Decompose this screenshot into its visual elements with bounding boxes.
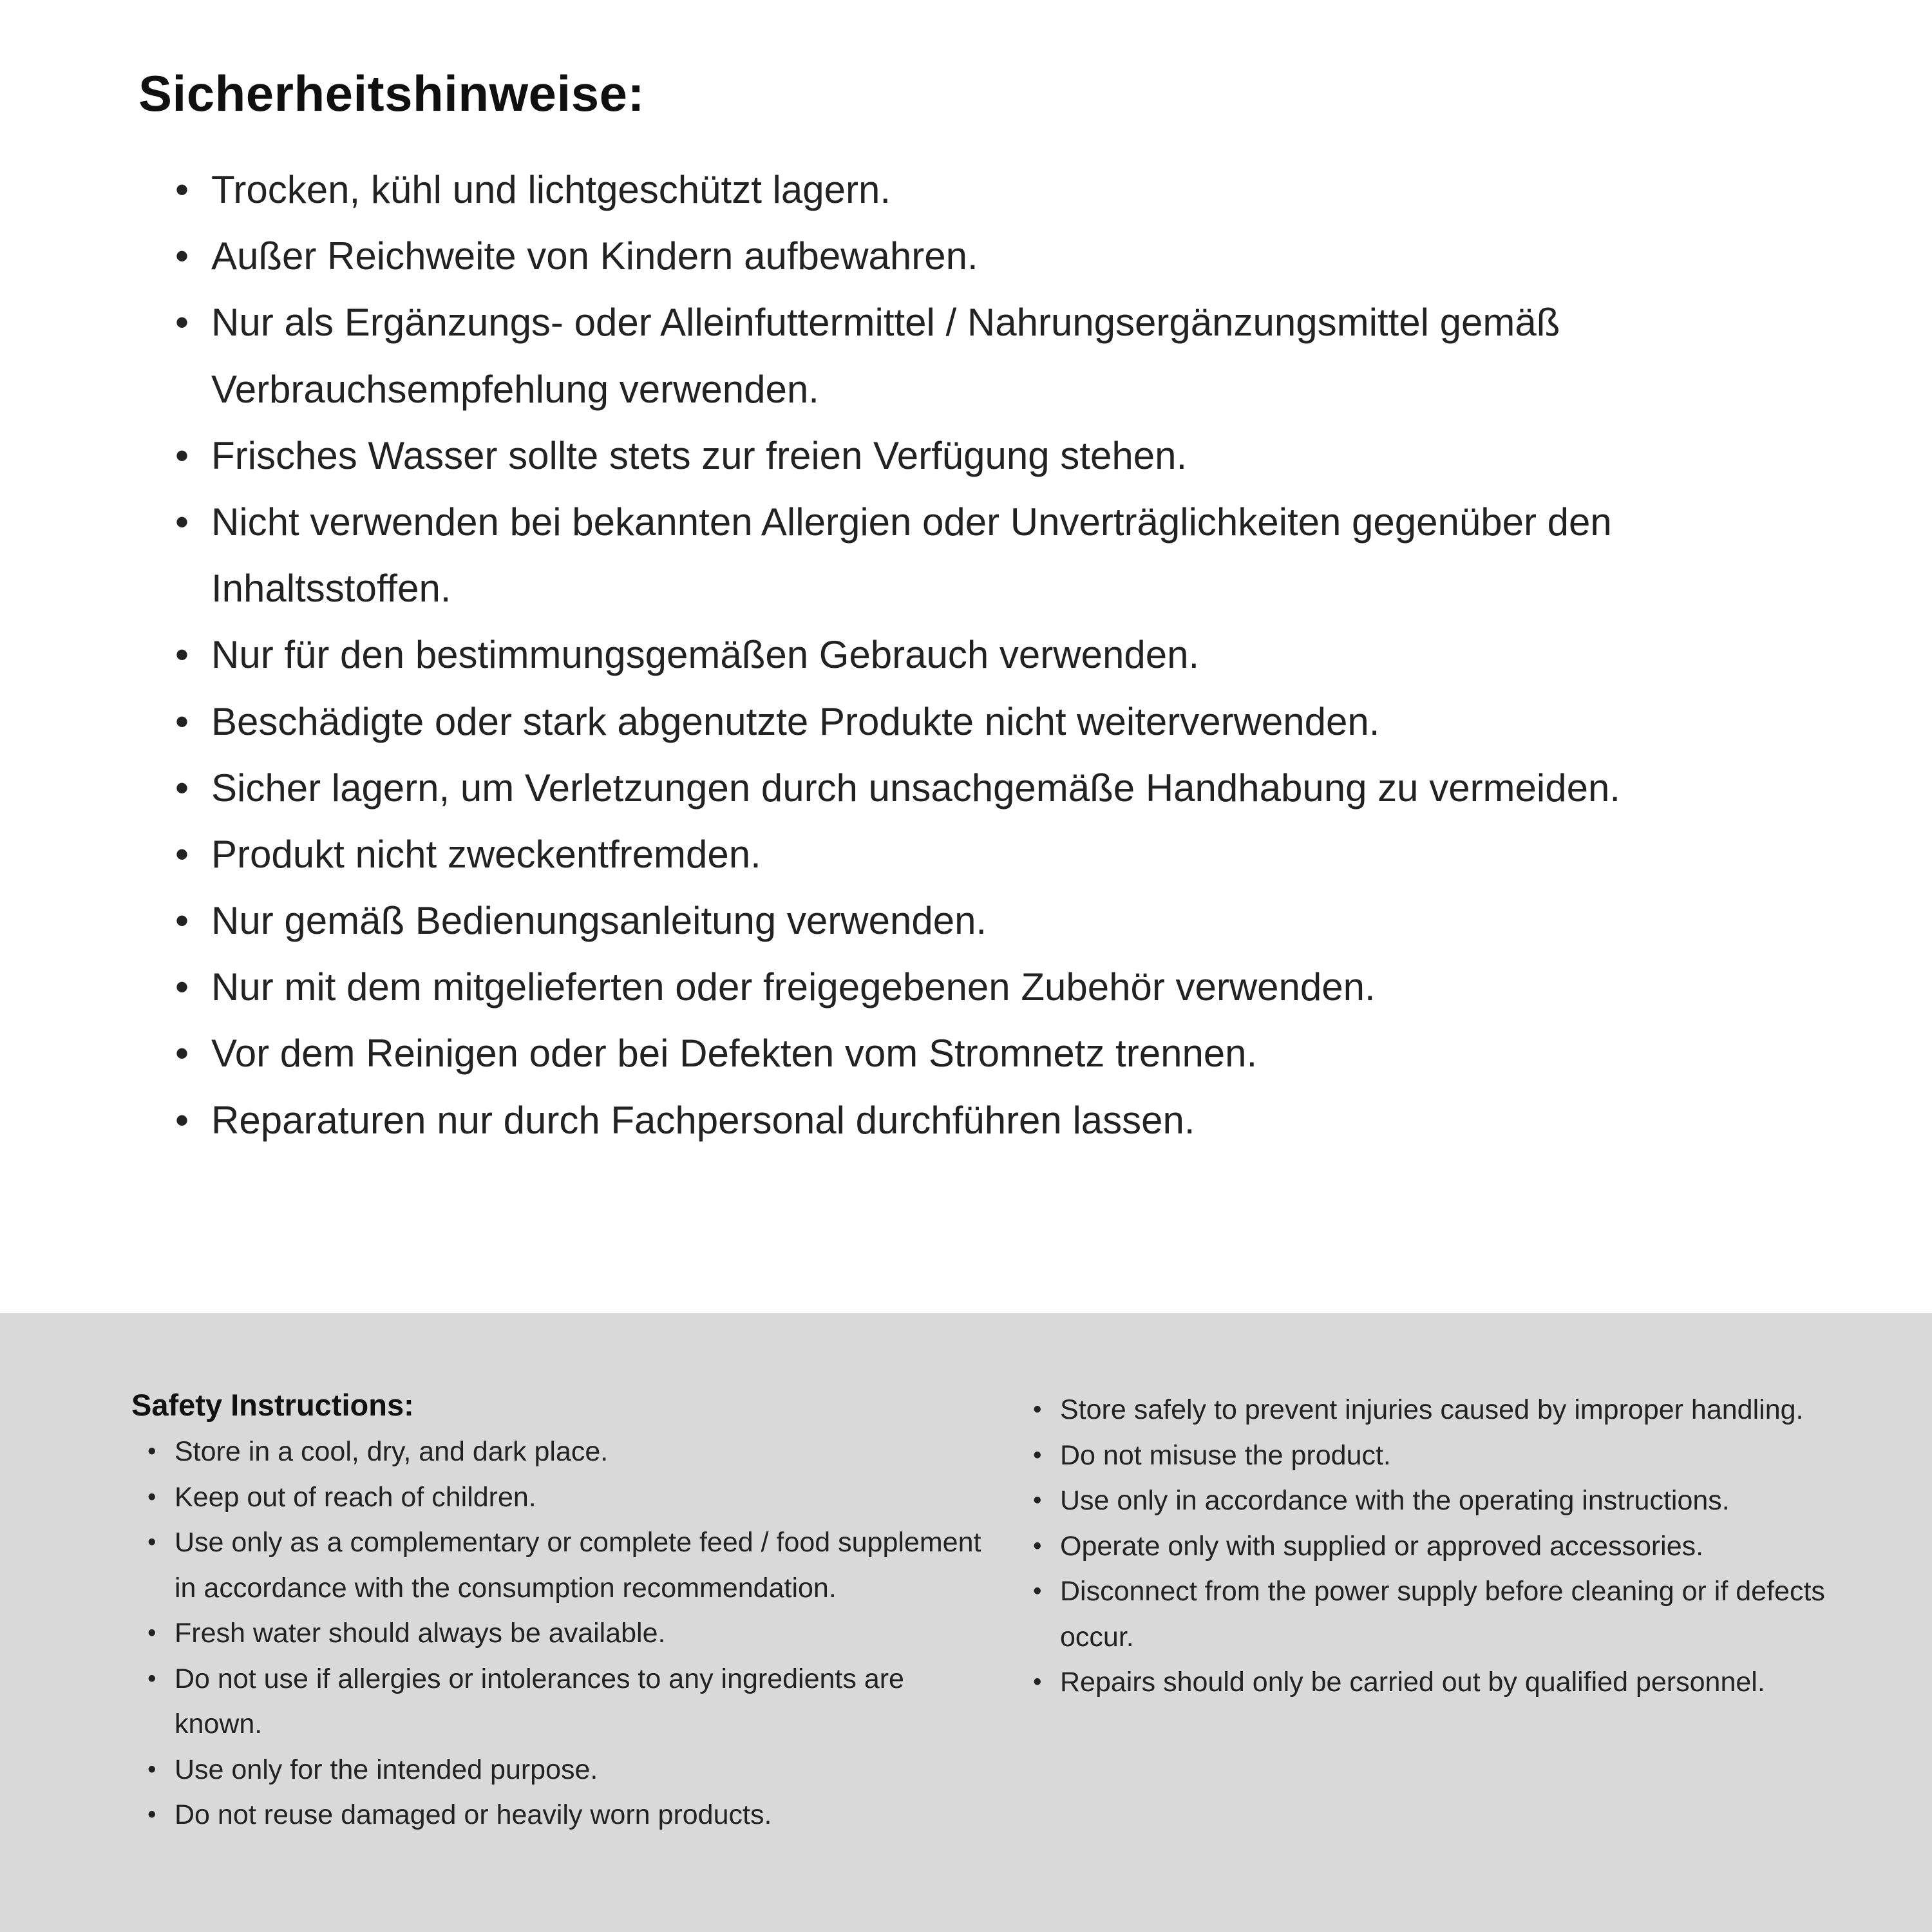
- bullet-marker: •: [175, 1098, 189, 1142]
- list-item: [1033, 1478, 1825, 1524]
- bullet-marker: •: [175, 633, 189, 677]
- list-item: [147, 1475, 994, 1520]
- list-item: [175, 489, 1798, 621]
- list-item: [147, 1792, 994, 1838]
- list-item-text: Außer Reichweite von Kindern aufbewahren.: [211, 234, 978, 278]
- bullet-marker: •: [147, 1801, 156, 1829]
- bullet-marker: •: [147, 1437, 156, 1465]
- german-section-title: Sicherheitshinweise:: [138, 65, 645, 122]
- list-item-text: Store safely to prevent injuries caused by improper handling.: [1060, 1394, 1804, 1425]
- list-item-text: Operate only with supplied or approved accessories.: [1060, 1530, 1704, 1562]
- bullet-marker: •: [175, 234, 189, 278]
- bullet-marker: •: [175, 965, 189, 1009]
- list-item-text: Frisches Wasser sollte stets zur freien Verfügung stehen.: [211, 433, 1188, 477]
- list-item-text: Reparaturen nur durch Fachpersonal durchführen lassen.: [211, 1098, 1195, 1142]
- list-item-text: Use only in accordance with the operating instructions.: [1060, 1485, 1730, 1517]
- list-item: [147, 1520, 994, 1611]
- list-item: [175, 156, 1798, 223]
- list-item: [147, 1429, 994, 1475]
- english-safety-section: [0, 1313, 1932, 1932]
- list-item-text: Sicher lagern, um Verletzungen durch unsachgemäße Handhabung zu vermeiden.: [211, 766, 1621, 810]
- list-item: [175, 223, 1798, 289]
- list-item: [175, 621, 1798, 688]
- list-item-text: Nicht verwenden bei bekannten Allergien oder Unverträglichkeiten gegenüber den Inhaltsstoffen.: [211, 500, 1612, 611]
- list-item-text: Trocken, kühl und lichtgeschützt lagern.: [211, 168, 891, 211]
- list-item: [175, 1020, 1798, 1086]
- english-section-title: Safety Instructions:: [131, 1388, 414, 1422]
- english-left-bullet-list: [147, 1429, 994, 1838]
- list-item: [175, 755, 1798, 821]
- bullet-marker: •: [1033, 1577, 1042, 1605]
- bullet-marker: •: [1033, 1396, 1042, 1423]
- list-item-text: Do not use if allergies or intolerances to any ingredients are known.: [175, 1663, 904, 1740]
- bullet-marker: •: [175, 500, 189, 544]
- bullet-marker: •: [1033, 1531, 1042, 1560]
- list-item: [175, 422, 1798, 489]
- english-right-column: [1033, 1387, 1842, 1932]
- german-bullet-list: [175, 156, 1798, 1153]
- bullet-marker: •: [175, 832, 189, 876]
- bullet-marker: •: [175, 168, 189, 211]
- list-item-text: Use only as a complementary or complete feed / food supplement in accordance with the consumption recommendation.: [175, 1527, 981, 1604]
- bullet-marker: •: [147, 1664, 156, 1692]
- english-right-bullet-list: [1033, 1387, 1825, 1705]
- list-item-text: Do not misuse the product.: [1060, 1439, 1391, 1471]
- list-item-text: Fresh water should always be available.: [175, 1618, 666, 1649]
- list-item-text: Beschädigte oder stark abgenutzte Produkte nicht weiterverwenden.: [211, 699, 1380, 743]
- list-item: [175, 1087, 1798, 1153]
- bullet-marker: •: [147, 1528, 156, 1557]
- bullet-marker: •: [147, 1619, 156, 1647]
- list-item-text: Disconnect from the power supply before cleaning or if defects occur.: [1060, 1576, 1825, 1653]
- list-item-text: Keep out of reach of children.: [175, 1481, 536, 1513]
- list-item-text: Repairs should only be carried out by qualified personnel.: [1060, 1667, 1765, 1698]
- list-item-text: Nur gemäß Bedienungsanleitung verwenden.: [211, 899, 987, 943]
- list-item: [147, 1611, 994, 1656]
- list-item-text: Produkt nicht zweckentfremden.: [211, 832, 761, 876]
- list-item: [147, 1747, 994, 1793]
- bullet-marker: •: [1033, 1668, 1042, 1696]
- list-item-text: Do not reuse damaged or heavily worn products.: [175, 1799, 772, 1831]
- list-item: [1033, 1524, 1825, 1569]
- list-item: [1033, 1433, 1825, 1479]
- bullet-marker: •: [147, 1755, 156, 1783]
- bullet-marker: •: [175, 766, 189, 810]
- list-item-text: Nur als Ergänzungs- oder Alleinfuttermittel / Nahrungsergänzungsmittel gemäß Verbrauchsempfehlung verwenden.: [211, 301, 1560, 411]
- list-item: [1033, 1660, 1825, 1705]
- bullet-marker: •: [1033, 1486, 1042, 1515]
- bullet-marker: •: [175, 433, 189, 477]
- english-left-column: [131, 1387, 1033, 1932]
- bullet-marker: •: [175, 899, 189, 943]
- list-item: [1033, 1387, 1825, 1433]
- list-item: [175, 821, 1798, 887]
- list-item-text: Nur mit dem mitgelieferten oder freigegebenen Zubehör verwenden.: [211, 965, 1376, 1009]
- list-item: [1033, 1569, 1825, 1660]
- bullet-marker: •: [147, 1482, 156, 1511]
- list-item-text: Vor dem Reinigen oder bei Defekten vom Stromnetz trennen.: [211, 1032, 1258, 1075]
- bullet-marker: •: [1033, 1441, 1042, 1469]
- list-item: [147, 1656, 994, 1747]
- list-item-text: Use only for the intended purpose.: [175, 1754, 598, 1785]
- list-item: [175, 887, 1798, 954]
- list-item-text: Store in a cool, dry, and dark place.: [175, 1436, 609, 1467]
- list-item-text: Nur für den bestimmungsgemäßen Gebrauch verwenden.: [211, 633, 1200, 677]
- list-item: [175, 289, 1798, 422]
- bullet-marker: •: [175, 301, 189, 345]
- list-item: [175, 688, 1798, 755]
- list-item: [175, 954, 1798, 1020]
- bullet-marker: •: [175, 699, 189, 743]
- bullet-marker: •: [175, 1032, 189, 1075]
